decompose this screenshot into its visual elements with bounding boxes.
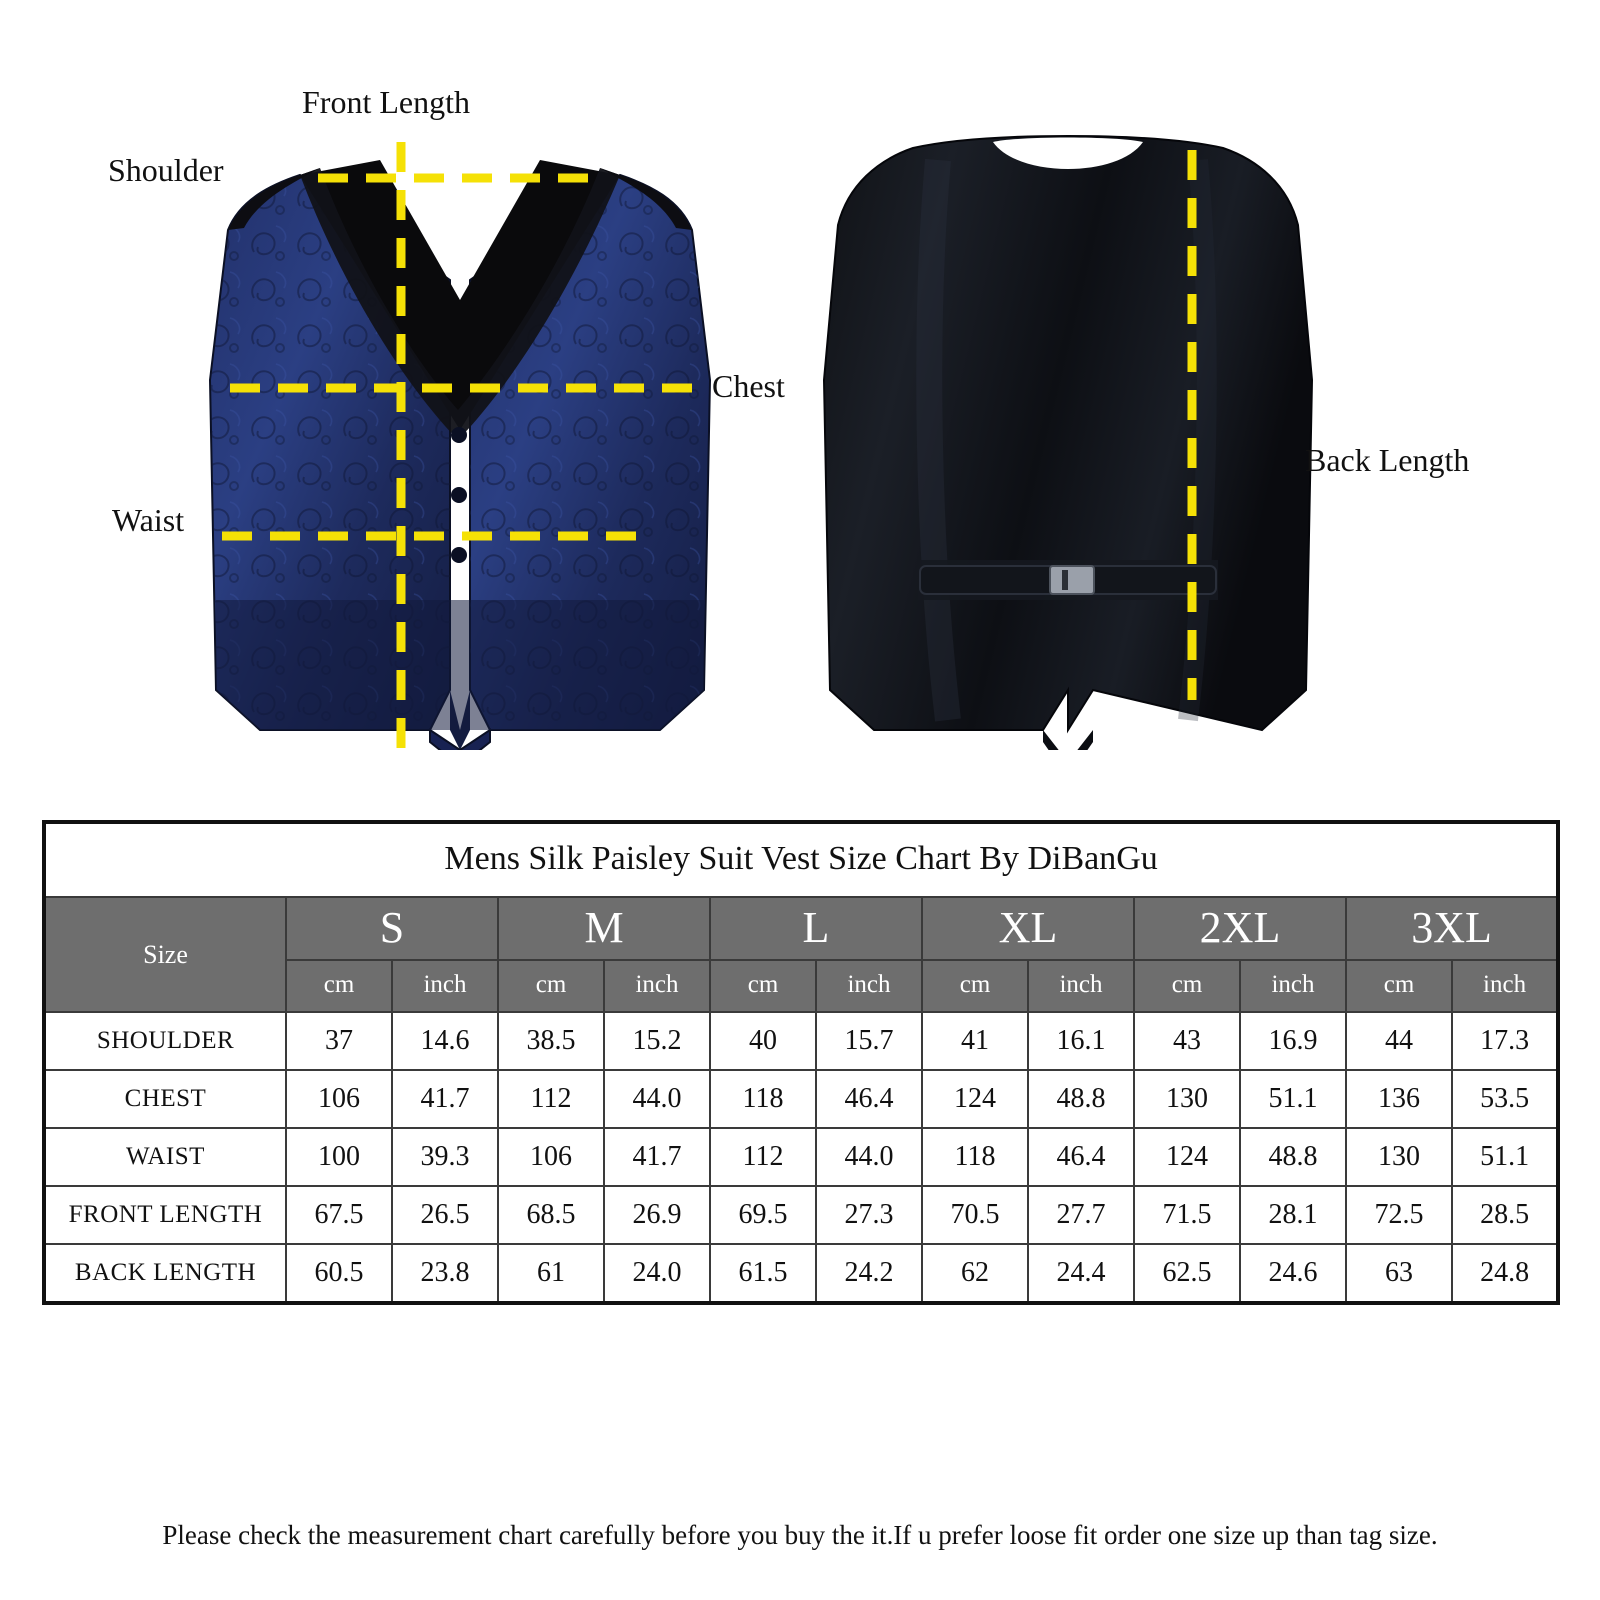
cell-waist-3xl-cm: 130: [1346, 1128, 1452, 1186]
cell-chest-2xl-cm: 130: [1134, 1070, 1240, 1128]
callout-back-length: Back Length: [1305, 442, 1470, 478]
size-header-cell: Size: [44, 897, 286, 1012]
size-col-m: M: [498, 897, 710, 960]
size-chart-table: [42, 820, 1560, 1305]
cell-frontlength-xl-inch: 27.7: [1028, 1186, 1134, 1244]
row-label-shoulder: SHOULDER: [44, 1012, 286, 1070]
cell-backlength-m-inch: 24.0: [604, 1244, 710, 1303]
cell-shoulder-3xl-cm: 44: [1346, 1012, 1452, 1070]
cell-backlength-s-inch: 23.8: [392, 1244, 498, 1303]
table-row: [44, 1012, 1558, 1070]
unit-3xl-inch: inch: [1452, 960, 1558, 1012]
cell-chest-s-inch: 41.7: [392, 1070, 498, 1128]
cell-frontlength-m-inch: 26.9: [604, 1186, 710, 1244]
unit-s-cm: cm: [286, 960, 392, 1012]
size-col-xl: XL: [922, 897, 1134, 960]
size-chart-table-area: [42, 820, 1558, 1305]
cell-shoulder-l-inch: 15.7: [816, 1012, 922, 1070]
unit-xl-inch: inch: [1028, 960, 1134, 1012]
cell-waist-xl-inch: 46.4: [1028, 1128, 1134, 1186]
cell-waist-m-cm: 106: [498, 1128, 604, 1186]
cell-shoulder-3xl-inch: 17.3: [1452, 1012, 1558, 1070]
table-row: [44, 1128, 1558, 1186]
row-label-chest: CHEST: [44, 1070, 286, 1128]
cell-backlength-l-inch: 24.2: [816, 1244, 922, 1303]
cell-shoulder-2xl-cm: 43: [1134, 1012, 1240, 1070]
unit-2xl-inch: inch: [1240, 960, 1346, 1012]
row-label-front-length: FRONT LENGTH: [44, 1186, 286, 1244]
cell-backlength-2xl-inch: 24.6: [1240, 1244, 1346, 1303]
cell-chest-m-cm: 112: [498, 1070, 604, 1128]
unit-m-cm: cm: [498, 960, 604, 1012]
callout-front-length: Front Length: [302, 84, 470, 120]
size-col-s: S: [286, 897, 498, 960]
cell-chest-xl-cm: 124: [922, 1070, 1028, 1128]
cell-frontlength-3xl-inch: 28.5: [1452, 1186, 1558, 1244]
cell-chest-3xl-inch: 53.5: [1452, 1070, 1558, 1128]
cell-frontlength-s-cm: 67.5: [286, 1186, 392, 1244]
cell-waist-xl-cm: 118: [922, 1128, 1028, 1186]
cell-backlength-2xl-cm: 62.5: [1134, 1244, 1240, 1303]
cell-waist-2xl-cm: 124: [1134, 1128, 1240, 1186]
cell-waist-s-cm: 100: [286, 1128, 392, 1186]
cell-chest-xl-inch: 48.8: [1028, 1070, 1134, 1128]
callout-waist: Waist: [112, 502, 185, 538]
size-col-3xl: 3XL: [1346, 897, 1558, 960]
cell-shoulder-s-inch: 14.6: [392, 1012, 498, 1070]
callout-shoulder: Shoulder: [108, 152, 224, 188]
size-col-l: L: [710, 897, 922, 960]
cell-waist-3xl-inch: 51.1: [1452, 1128, 1558, 1186]
cell-shoulder-m-cm: 38.5: [498, 1012, 604, 1070]
cell-waist-2xl-inch: 48.8: [1240, 1128, 1346, 1186]
cell-chest-m-inch: 44.0: [604, 1070, 710, 1128]
cell-frontlength-xl-cm: 70.5: [922, 1186, 1028, 1244]
unit-l-cm: cm: [710, 960, 816, 1012]
cell-backlength-m-cm: 61: [498, 1244, 604, 1303]
cell-backlength-xl-inch: 24.4: [1028, 1244, 1134, 1303]
table-row: [44, 1244, 1558, 1303]
unit-3xl-cm: cm: [1346, 960, 1452, 1012]
cell-shoulder-2xl-inch: 16.9: [1240, 1012, 1346, 1070]
cell-shoulder-m-inch: 15.2: [604, 1012, 710, 1070]
size-header-row: [44, 897, 1558, 960]
cell-backlength-3xl-inch: 24.8: [1452, 1244, 1558, 1303]
cell-frontlength-l-inch: 27.3: [816, 1186, 922, 1244]
callout-chest: Chest: [712, 368, 785, 404]
cell-backlength-s-cm: 60.5: [286, 1244, 392, 1303]
cell-chest-s-cm: 106: [286, 1070, 392, 1128]
cell-shoulder-l-cm: 40: [710, 1012, 816, 1070]
cell-shoulder-xl-cm: 41: [922, 1012, 1028, 1070]
size-col-2xl: 2XL: [1134, 897, 1346, 960]
cell-backlength-xl-cm: 62: [922, 1244, 1028, 1303]
cell-frontlength-3xl-cm: 72.5: [1346, 1186, 1452, 1244]
table-row: [44, 1070, 1558, 1128]
cell-waist-l-cm: 112: [710, 1128, 816, 1186]
cell-waist-s-inch: 39.3: [392, 1128, 498, 1186]
unit-s-inch: inch: [392, 960, 498, 1012]
cell-shoulder-s-cm: 37: [286, 1012, 392, 1070]
unit-2xl-cm: cm: [1134, 960, 1240, 1012]
row-label-back-length: BACK LENGTH: [44, 1244, 286, 1303]
cell-chest-3xl-cm: 136: [1346, 1070, 1452, 1128]
chart-title: Mens Silk Paisley Suit Vest Size Chart By DiBanGu: [44, 822, 1558, 897]
cell-waist-m-inch: 41.7: [604, 1128, 710, 1186]
cell-frontlength-2xl-cm: 71.5: [1134, 1186, 1240, 1244]
cell-frontlength-m-cm: 68.5: [498, 1186, 604, 1244]
table-row: [44, 1186, 1558, 1244]
cell-chest-l-cm: 118: [710, 1070, 816, 1128]
row-label-waist: WAIST: [44, 1128, 286, 1186]
cell-backlength-l-cm: 61.5: [710, 1244, 816, 1303]
unit-m-inch: inch: [604, 960, 710, 1012]
cell-chest-2xl-inch: 51.1: [1240, 1070, 1346, 1128]
cell-waist-l-inch: 44.0: [816, 1128, 922, 1186]
footer-note: Please check the measurement chart carefully before you buy the it.If u prefer loose fit order one size up than tag size.: [162, 1520, 1438, 1550]
cell-frontlength-l-cm: 69.5: [710, 1186, 816, 1244]
cell-frontlength-2xl-inch: 28.1: [1240, 1186, 1346, 1244]
unit-l-inch: inch: [816, 960, 922, 1012]
cell-frontlength-s-inch: 26.5: [392, 1186, 498, 1244]
unit-xl-cm: cm: [922, 960, 1028, 1012]
cell-shoulder-xl-inch: 16.1: [1028, 1012, 1134, 1070]
cell-chest-l-inch: 46.4: [816, 1070, 922, 1128]
cell-backlength-3xl-cm: 63: [1346, 1244, 1452, 1303]
